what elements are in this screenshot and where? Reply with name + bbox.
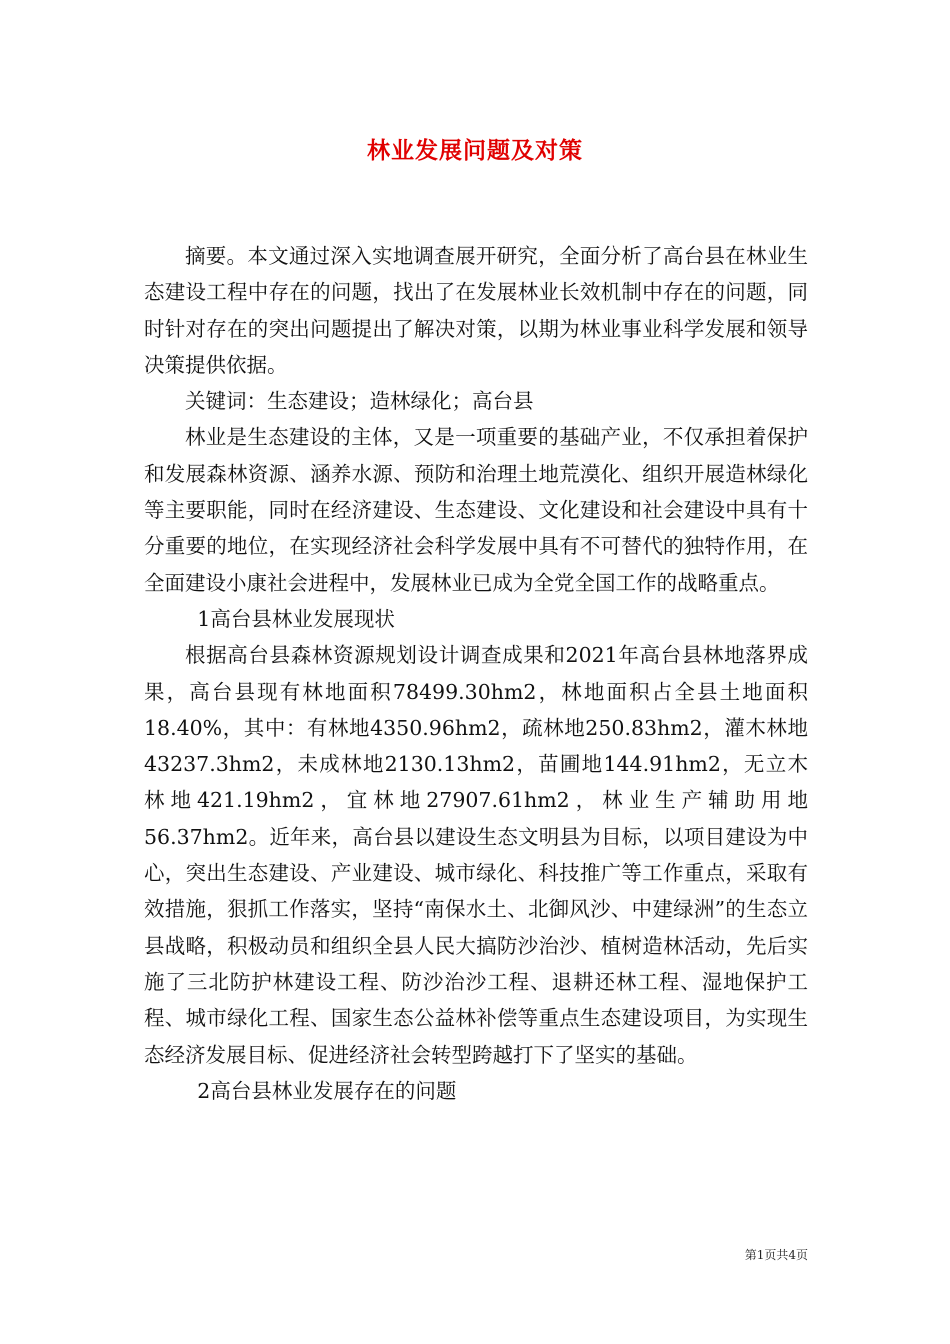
section-2-heading: 2高台县林业发展存在的问题 [197,1078,457,1103]
document-title: 林业发展问题及对策 [367,137,583,164]
page-number-label: 第1页共4页 [744,1248,808,1262]
keywords-paragraph: 关键词：生态建设；造林绿化；高台县 [185,389,534,414]
abstract-paragraph: 摘要。本文通过深入实地调查展开研究，全面分析了高台县在林业生态建设工程中存在的问题，找出了在发展林业长效机制中存在的问题，同时针对存在的突出问题提出了解决对策，以期为林业事业科学发展和领导决策提供依据。 [144,244,808,377]
document-body [144,238,808,1109]
page-footer [700,1246,808,1263]
section-1-paragraph: 根据高台县森林资源规划设计调查成果和2021年高台县林地落界成果，高台县现有林地面积78499.30hm2，林地面积占全县土地面积18.40%，其中：有林地4350.96hm2，疏林地250.83hm2，灌木林地43237.3hm2，未成林地2130.13hm2，苗圃地144.91hm2，无立木林地421.19hm2，宜林地27907.61hm2，林业生产辅助用地56.37hm2。近年来，高台县以建设生态文明县为目标，以项目建设为中心，突出生态建设、产业建设、城市绿化、科技推广等工作重点，采取有效措施，狠抓工作落实，坚持“南保水土、北御风沙、中建绿洲”的生态立县战略，积极动员和组织全县人民大搞防沙治沙、植树造林活动，先后实施了三北防护林建设工程、防沙治沙工程、退耕还林工程、湿地保护工程、城市绿化工程、国家生态公益林补偿等重点生态建设项目，为实现生态经济发展目标、促进经济社会转型跨越打下了坚实的基础。 [144,643,808,1067]
section-1-heading: 1高台县林业发展现状 [197,606,395,631]
intro-paragraph: 林业是生态建设的主体，又是一项重要的基础产业，不仅承担着保护和发展森林资源、涵养水源、预防和治理土地荒漠化、组织开展造林绿化等主要职能，同时在经济建设、生态建设、文化建设和社会建设中具有十分重要的地位，在实现经济社会科学发展中具有不可替代的独特作用，在全面建设小康社会进程中，发展林业已成为全党全国工作的战略重点。 [144,425,808,595]
